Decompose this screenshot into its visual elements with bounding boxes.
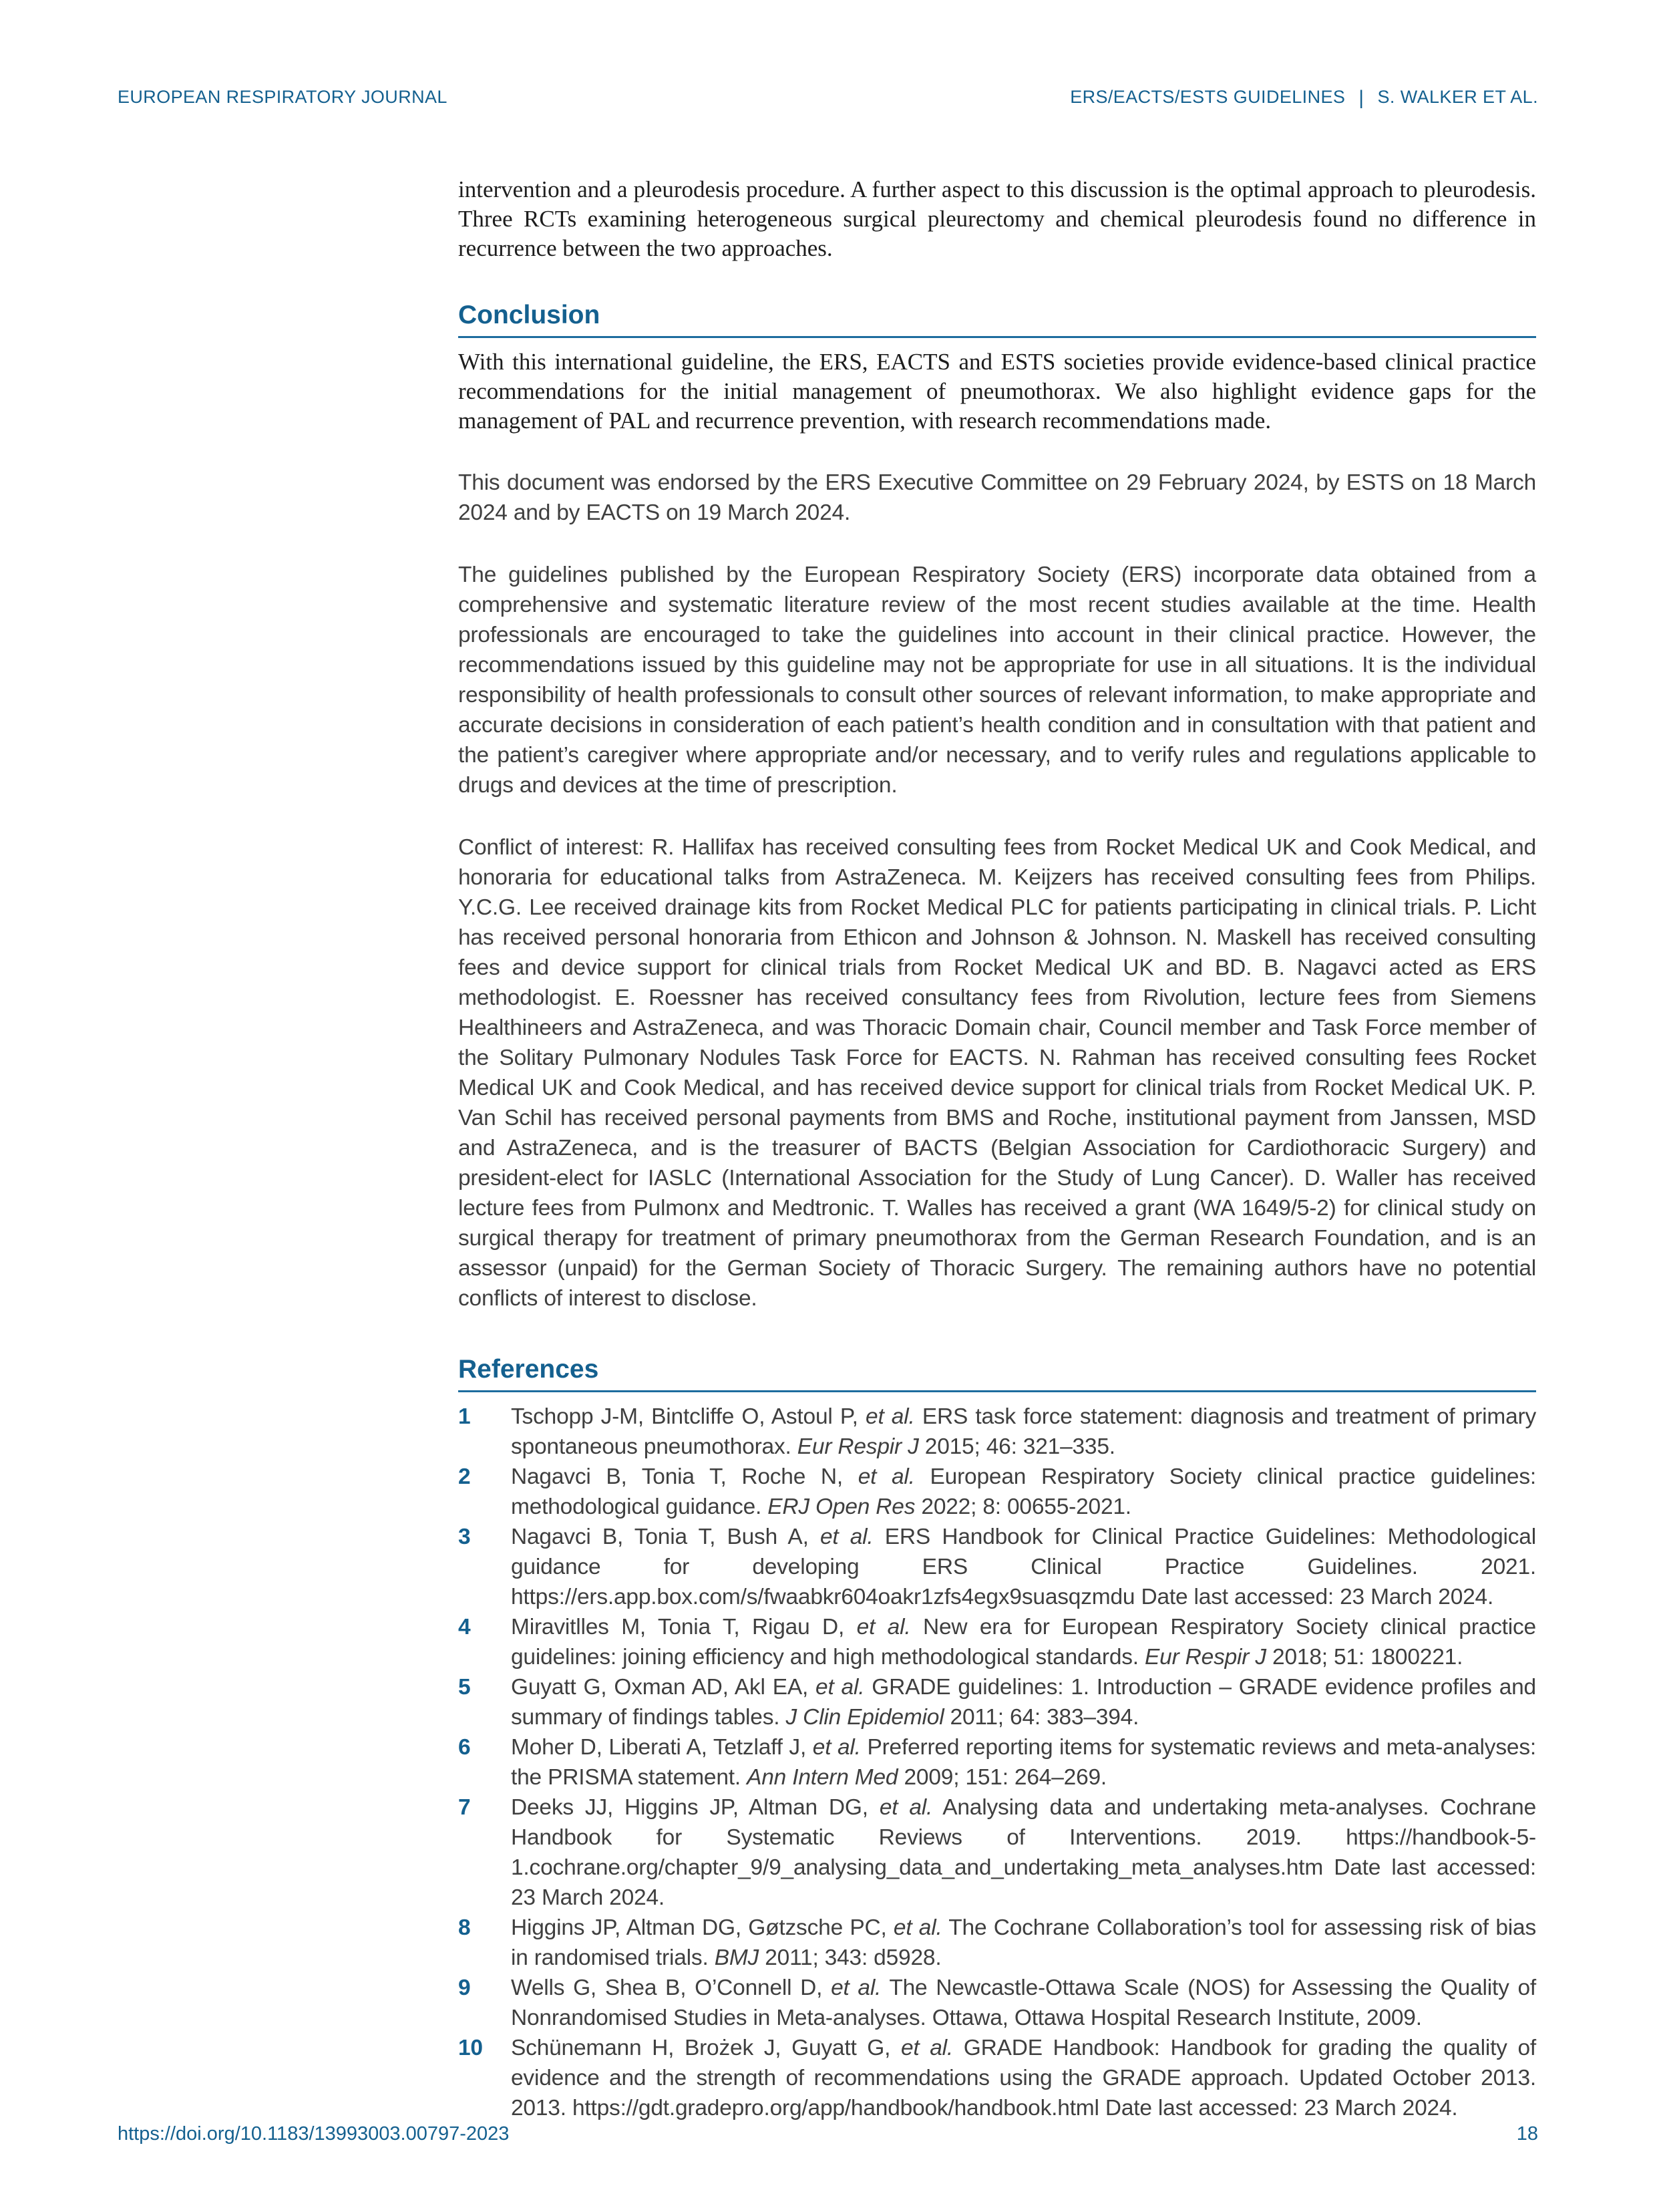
article-body [458,175,1536,2123]
reference-text-segment: European Respiratory Society clinical practice guidelines: methodological guidance. [511,1464,1536,1519]
reference-list [458,1402,1536,2123]
italic-text: Ann Intern Med [747,1765,898,1790]
reference-number: 10 [458,2036,483,2060]
reference-number: 3 [458,1525,471,1549]
reference-text-segment: Date last accessed: 23 March 2024. [511,1855,1536,1910]
reference-number: 1 [458,1404,471,1429]
reference-item [458,1732,1536,1792]
reference-text-segment: Date last accessed: 23 March 2024. [1135,1585,1494,1609]
italic-text: Eur Respir J [1145,1645,1266,1670]
reference-text-segment: Moher D, Liberati A, Tetzlaff J, [511,1735,813,1760]
reference-text [511,1915,1536,1970]
italic-text: et al. [815,1675,865,1700]
reference-text-segment: ERS task force statement: diagnosis and treatment of primary spontaneous pneumothorax. [511,1404,1537,1459]
reference-text-segment: Schünemann H, Brożek J, Guyatt G, [511,2036,901,2060]
reference-text [511,1464,1536,1519]
reference-text-segment: Higgins JP, Altman DG, Gøtzsche PC, [511,1915,894,1940]
reference-item [458,1672,1536,1732]
reference-text-segment: The Newcastle-Ottawa Scale (NOS) for Assessing the Quality of Nonrandomised Studies in Meta-analyses. Ottawa, Ottawa Hospital Research Institute, 2009. [511,1976,1536,2030]
reference-item [458,1913,1536,1973]
reference-text-segment: Tschopp J-M, Bintcliffe O, Astoul P, [511,1404,866,1429]
italic-text: et al. [893,1915,942,1940]
reference-text-segment: 2011; 343: d5928. [759,1945,942,1970]
reference-item [458,1612,1536,1672]
reference-text [511,2036,1536,2120]
authors-label: S. WALKER ET AL. [1377,87,1538,107]
reference-text [511,1675,1536,1730]
reference-text-segment: Nagavci B, Tonia T, Bush A, [511,1525,820,1549]
reference-text-segment: New era for European Respiratory Society clinical practice guidelines: joining efficiency and high methodological standards. [511,1615,1536,1670]
reference-text-segment: Nagavci B, Tonia T, Roche N, [511,1464,858,1489]
reference-number: 2 [458,1464,471,1489]
italic-text: et al. [819,1525,874,1549]
reference-text [511,1735,1536,1790]
reference-item [458,1462,1536,1522]
header-separator: | [1358,87,1364,109]
journal-name: EUROPEAN RESPIRATORY JOURNAL [118,87,447,107]
running-head [1070,86,1538,108]
reference-number: 6 [458,1735,471,1760]
doi-link[interactable]: https://doi.org/10.1183/13993003.00797-2023 [118,2123,510,2145]
paragraph-disclaimer: The guidelines published by the European Respiratory Society (ERS) incorporate data obtained from a comprehensive and systematic literature review of the most recent studies available at the time. Health professionals are encouraged to take the guidelines into account in their clinical practice. However, the recommendations issued by this guideline may not be appropriate for use in all situations. It is the individual responsibility of health professionals to consult other sources of relevant information, to make appropriate and accurate decisions in consideration of each patient’s health condition and in consultation with that patient and the patient’s caregiver where appropriate and/or necessary, and to verify rules and regulations applicable to drugs and devices at the time of prescription. [458,563,1536,798]
reference-number: 8 [458,1915,471,1940]
italic-text: et al. [879,1795,933,1820]
italic-text: et al. [858,1464,915,1489]
reference-url[interactable]: https://handbook-5-1.cochrane.org/chapter_9/9_analysing_data_and_undertaking_meta_analyses.htm [511,1825,1536,1880]
reference-url[interactable]: https://gdt.gradepro.org/app/handbook/handbook.html [572,2096,1099,2120]
paragraph-conflict-of-interest: Conflict of interest: R. Hallifax has received consulting fees from Rocket Medical UK and Cook Medical, and honoraria for educational talks from AstraZeneca. M. Keijzers has received consulting fees from Philips. Y.C.G. Lee received drainage kits from Rocket Medical PLC for patients participating in clinical trials. P. Licht has received personal honoraria from Ethicon and Johnson & Johnson. N. Maskell has received consulting fees and device support for clinical trials from Rocket Medical UK and BD. B. Nagavci acted as ERS methodologist. E. Roessner has received consultancy fees from Rivolution, lecture fees from Siemens Healthineers and AstraZeneca, and was Thoracic Domain chair, Council member and Task Force member of the Solitary Pulmonary Nodules Task Force for EACTS. N. Rahman has received consulting fees Rocket Medical UK and Cook Medical, and has received device support for clinical trials from Rocket Medical UK. P. Van Schil has received personal payments from BMS and Roche, institutional payment from Janssen, MSD and AstraZeneca, and is the treasurer of BACTS (Belgian Association for Cardiothoracic Surgery) and president-elect for IASLC (International Association for the Study of Lung Cancer). D. Waller has received lecture fees from Pulmonx and Medtronic. T. Walles has received a grant (WA 1649/5-2) for clinical study on surgical therapy for treatment of primary pneumothorax from the German Research Foundation, and is an assessor (unpaid) for the German Society of Thoracic Surgery. The remaining authors have no potential conflicts of interest to disclose. [458,835,1536,1311]
reference-text-segment: Wells G, Shea B, O’Connell D, [511,1976,832,2000]
italic-text: et al. [856,1615,911,1639]
reference-text-segment: 2022; 8: 00655-2021. [915,1494,1131,1519]
reference-text-segment: Date last accessed: 23 March 2024. [1099,2096,1458,2120]
italic-text: et al. [866,1404,915,1429]
reference-text [511,1615,1536,1670]
italic-text: et al. [831,1976,882,2000]
italic-text: et al. [812,1735,861,1760]
page-footer [118,2123,1538,2145]
reference-text-segment: Preferred reporting items for systematic reviews and meta-analyses: the PRISMA statement. [511,1735,1536,1790]
paragraph-endorsement: This document was endorsed by the ERS Executive Committee on 29 February 2024, by ESTS on 18 March 2024 and by EACTS on 19 March 2024. [458,470,1536,525]
reference-item [458,1792,1536,1913]
reference-text-segment: 2015; 46: 321–335. [918,1434,1115,1459]
page-header [118,86,1538,108]
reference-item [458,1973,1536,2033]
page-number: 18 [1516,2123,1538,2145]
references-heading: References [458,1355,1536,1392]
reference-text-segment: Guyatt G, Oxman AD, Akl EA, [511,1675,816,1700]
paragraph-intro: intervention and a pleurodesis procedure. A further aspect to this discussion is the optimal approach to pleurodesis. Three RCTs examining heterogeneous surgical pleurectomy and chemical pleurodesis found no difference in recurrence between the two approaches. [458,176,1536,261]
reference-text-segment: GRADE guidelines: 1. Introduction – GRADE evidence profiles and summary of findings tables. [511,1675,1536,1730]
section-label: ERS/EACTS/ESTS GUIDELINES [1070,87,1346,107]
reference-text-segment: Deeks JJ, Higgins JP, Altman DG, [511,1795,880,1820]
reference-number: 5 [458,1675,471,1700]
reference-text-segment: ERS Handbook for Clinical Practice Guidelines: Methodological guidance for developing ERS Clinical Practice Guidelines. 2021. [511,1525,1536,1579]
reference-text [511,1976,1536,2030]
reference-item [458,1522,1536,1612]
italic-text: J Clin Epidemiol [785,1705,944,1730]
reference-text-segment: The Cochrane Collaboration’s tool for assessing risk of bias in randomised trials. [511,1915,1536,1970]
reference-text [511,1795,1536,1910]
reference-text-segment: Miravitlles M, Tonia T, Rigau D, [511,1615,857,1639]
reference-item [458,2033,1536,2123]
reference-number: 9 [458,1976,471,2000]
reference-text-segment: 2009; 151: 264–269. [898,1765,1107,1790]
italic-text: Eur Respir J [797,1434,919,1459]
reference-text [511,1404,1536,1459]
reference-text-segment: 2011; 64: 383–394. [944,1705,1139,1730]
paragraph-conclusion: With this international guideline, the ERS, EACTS and ESTS societies provide evidence-based clinical practice recommendations for the initial management of pneumothorax. We also highlight evidence gaps for the management of PAL and recurrence prevention, with research recommendations made. [458,349,1536,434]
italic-text: ERJ Open Res [767,1494,916,1519]
reference-url[interactable]: https://ers.app.box.com/s/fwaabkr604oakr1zfs4egx9suasqzmdu [511,1585,1135,1609]
italic-text: BMJ [714,1945,759,1970]
reference-text-segment: Analysing data and undertaking meta-analyses. Cochrane Handbook for Systematic Reviews of Interventions. 2019. [511,1795,1536,1850]
reference-text [511,1525,1536,1609]
reference-text-segment: GRADE Handbook: Handbook for grading the quality of evidence and the strength of recommendations using the GRADE approach. Updated October 2013. 2013. [511,2036,1536,2120]
italic-text: et al. [900,2036,953,2060]
reference-item [458,1402,1536,1462]
reference-number: 4 [458,1615,471,1639]
reference-number: 7 [458,1795,471,1820]
conclusion-heading: Conclusion [458,301,1536,338]
reference-text-segment: 2018; 51: 1800221. [1266,1645,1463,1670]
